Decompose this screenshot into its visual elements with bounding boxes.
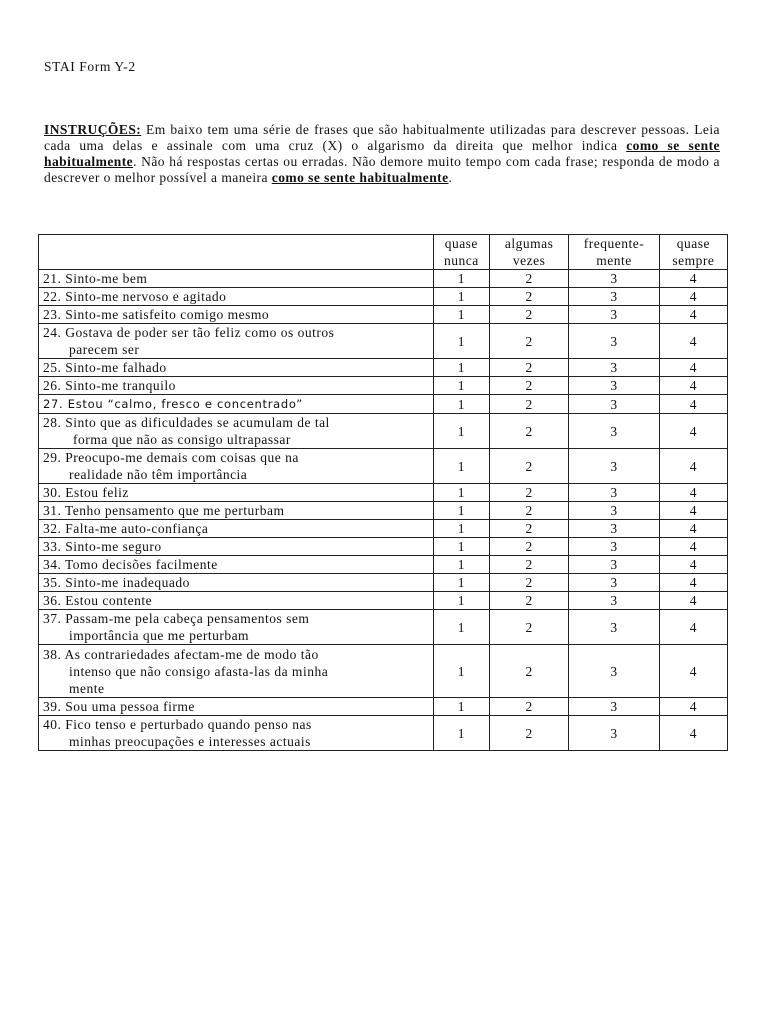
option-quase-sempre[interactable]: 4: [659, 698, 727, 716]
option-frequentemente[interactable]: 3: [569, 502, 659, 520]
option-quase-nunca[interactable]: 1: [433, 484, 489, 502]
option-quase-nunca[interactable]: 1: [433, 449, 489, 484]
item-text-line: 40. Fico tenso e perturbado quando penso nas: [43, 717, 312, 732]
option-algumas-vezes[interactable]: 2: [489, 574, 568, 592]
table-row: [39, 592, 728, 610]
item-text-continuation: importância que me perturbam: [69, 628, 250, 643]
table-row: [39, 449, 728, 484]
instructions-emphasis-2: como se sente habitualmente: [271, 170, 449, 185]
option-quase-nunca[interactable]: 1: [433, 414, 489, 449]
option-algumas-vezes[interactable]: 2: [489, 324, 568, 359]
option-quase-sempre[interactable]: 4: [659, 645, 727, 698]
item-text: [39, 502, 434, 520]
option-quase-sempre[interactable]: 4: [659, 359, 727, 377]
option-quase-nunca[interactable]: 1: [433, 556, 489, 574]
item-text-line: 28. Sinto que as dificuldades se acumulam de tal: [43, 415, 330, 430]
option-frequentemente[interactable]: 3: [569, 538, 659, 556]
table-row: [39, 520, 728, 538]
option-quase-nunca[interactable]: 1: [433, 359, 489, 377]
option-algumas-vezes[interactable]: 2: [489, 698, 568, 716]
option-frequentemente[interactable]: 3: [569, 270, 659, 288]
option-quase-sempre[interactable]: 4: [659, 574, 727, 592]
option-quase-sempre[interactable]: 4: [659, 395, 727, 414]
item-text-line: 33. Sinto-me seguro: [43, 539, 162, 554]
option-quase-nunca[interactable]: 1: [433, 698, 489, 716]
item-text: [39, 538, 434, 556]
option-quase-nunca[interactable]: 1: [433, 592, 489, 610]
option-algumas-vezes[interactable]: 2: [489, 395, 568, 414]
option-frequentemente[interactable]: 3: [569, 484, 659, 502]
item-text-line: 27. Estou “calmo, fresco e concentrado”: [43, 397, 303, 411]
option-quase-nunca[interactable]: 1: [433, 270, 489, 288]
instructions-emphasis-1: como se sente habitualmente: [44, 138, 720, 169]
item-text: [39, 610, 434, 645]
questionnaire-table: [38, 234, 728, 751]
option-quase-sempre[interactable]: 4: [659, 716, 727, 751]
item-text: [39, 484, 434, 502]
header-frequentemente: frequente- mente: [569, 235, 659, 270]
option-quase-sempre[interactable]: 4: [659, 556, 727, 574]
item-text: [39, 324, 434, 359]
table-row: [39, 270, 728, 288]
option-quase-nunca[interactable]: 1: [433, 610, 489, 645]
option-frequentemente[interactable]: 3: [569, 520, 659, 538]
option-quase-sempre[interactable]: 4: [659, 414, 727, 449]
item-text: [39, 377, 434, 395]
option-frequentemente[interactable]: 3: [569, 592, 659, 610]
item-text-line: 38. As contrariedades afectam-me de modo tão: [43, 646, 319, 662]
option-quase-sempre[interactable]: 4: [659, 520, 727, 538]
option-quase-sempre[interactable]: 4: [659, 538, 727, 556]
option-quase-sempre[interactable]: 4: [659, 484, 727, 502]
item-text: [39, 359, 434, 377]
item-text-line: 21. Sinto-me bem: [43, 271, 148, 286]
item-text-continuation: mente: [69, 680, 105, 696]
header-item-blank: [39, 235, 434, 270]
table-row: [39, 306, 728, 324]
table-row: [39, 538, 728, 556]
item-text-line: 25. Sinto-me falhado: [43, 360, 167, 375]
option-algumas-vezes[interactable]: 2: [489, 414, 568, 449]
item-text-line: 35. Sinto-me inadequado: [43, 575, 190, 590]
option-quase-sempre[interactable]: 4: [659, 288, 727, 306]
item-text-line: 39. Sou uma pessoa firme: [43, 699, 195, 714]
item-text: [39, 556, 434, 574]
item-text: [39, 574, 434, 592]
instructions-label: INSTRUÇÕES:: [44, 122, 142, 137]
option-quase-nunca[interactable]: 1: [433, 377, 489, 395]
item-text-line: 31. Tenho pensamento que me perturbam: [43, 503, 285, 518]
table-row: [39, 288, 728, 306]
option-algumas-vezes[interactable]: 2: [489, 538, 568, 556]
option-algumas-vezes[interactable]: 2: [489, 359, 568, 377]
item-text: [39, 449, 434, 484]
item-text: [39, 645, 434, 698]
table-row: [39, 502, 728, 520]
option-algumas-vezes[interactable]: 2: [489, 288, 568, 306]
option-quase-nunca[interactable]: 1: [433, 645, 489, 698]
instructions-paragraph: [44, 122, 720, 186]
item-text-continuation: minhas preocupações e interesses actuais: [69, 734, 311, 749]
option-algumas-vezes[interactable]: 2: [489, 716, 568, 751]
item-text: [39, 270, 434, 288]
item-text: [39, 698, 434, 716]
option-quase-nunca[interactable]: 1: [433, 538, 489, 556]
instructions-text-1: Em baixo tem uma série de frases que são habitualmente utilizadas para descrever pessoas. Leia cada uma delas e assinale com uma cruz (X) o algarismo da direita que melhor indica: [44, 122, 720, 153]
item-text: [39, 395, 434, 414]
item-text: [39, 592, 434, 610]
option-algumas-vezes[interactable]: 2: [489, 520, 568, 538]
option-algumas-vezes[interactable]: 2: [489, 270, 568, 288]
option-frequentemente[interactable]: 3: [569, 359, 659, 377]
item-text-line: 24. Gostava de poder ser tão feliz como os outros: [43, 325, 335, 340]
option-algumas-vezes[interactable]: 2: [489, 502, 568, 520]
option-frequentemente[interactable]: 3: [569, 698, 659, 716]
option-quase-nunca[interactable]: 1: [433, 324, 489, 359]
option-quase-sempre[interactable]: 4: [659, 324, 727, 359]
table-row: [39, 414, 728, 449]
option-frequentemente[interactable]: 3: [569, 574, 659, 592]
table-row: [39, 324, 728, 359]
item-text-line: 37. Passam-me pela cabeça pensamentos sem: [43, 611, 310, 626]
option-quase-sempre[interactable]: 4: [659, 592, 727, 610]
item-text-line: 22. Sinto-me nervoso e agitado: [43, 289, 227, 304]
item-text-continuation: parecem ser: [69, 342, 140, 357]
table-row: [39, 395, 728, 414]
item-text-line: 36. Estou contente: [43, 593, 153, 608]
table-row: [39, 359, 728, 377]
item-text-line: 34. Tomo decisões facilmente: [43, 557, 218, 572]
item-text-continuation: realidade não têm importância: [69, 467, 248, 482]
header-row: [39, 235, 728, 270]
item-text-continuation: forma que não as consigo ultrapassar: [73, 432, 291, 447]
item-text-line: 32. Falta-me auto-confiança: [43, 521, 209, 536]
option-frequentemente[interactable]: 3: [569, 610, 659, 645]
option-quase-sempre[interactable]: 4: [659, 610, 727, 645]
header-quase-sempre: quase sempre: [659, 235, 727, 270]
item-text: [39, 306, 434, 324]
item-text: [39, 414, 434, 449]
option-quase-nunca[interactable]: 1: [433, 502, 489, 520]
table-row: [39, 645, 728, 698]
option-frequentemente[interactable]: 3: [569, 288, 659, 306]
item-text-line: 29. Preocupo-me demais com coisas que na: [43, 450, 299, 465]
table-row: [39, 574, 728, 592]
table-row: [39, 377, 728, 395]
option-quase-nunca[interactable]: 1: [433, 306, 489, 324]
item-text-line: 26. Sinto-me tranquilo: [43, 378, 176, 393]
option-algumas-vezes[interactable]: 2: [489, 484, 568, 502]
option-quase-nunca[interactable]: 1: [433, 574, 489, 592]
table-row: [39, 556, 728, 574]
option-algumas-vezes[interactable]: 2: [489, 556, 568, 574]
option-quase-nunca[interactable]: 1: [433, 716, 489, 751]
table-row: [39, 610, 728, 645]
instructions-text-2: . Não há respostas certas ou erradas. Não demore muito tempo com cada frase; responda de modo a descrever o melhor possível a maneira: [44, 154, 720, 185]
option-algumas-vezes[interactable]: 2: [489, 449, 568, 484]
option-frequentemente[interactable]: 3: [569, 449, 659, 484]
form-title: STAI Form Y-2: [44, 59, 136, 74]
option-quase-nunca[interactable]: 1: [433, 395, 489, 414]
option-frequentemente[interactable]: 3: [569, 306, 659, 324]
option-algumas-vezes[interactable]: 2: [489, 306, 568, 324]
option-frequentemente[interactable]: 3: [569, 414, 659, 449]
table-row: [39, 484, 728, 502]
option-algumas-vezes[interactable]: 2: [489, 592, 568, 610]
table-row: [39, 698, 728, 716]
option-frequentemente[interactable]: 3: [569, 324, 659, 359]
instructions-text-3: .: [448, 170, 453, 185]
item-text-line: 30. Estou feliz: [43, 485, 129, 500]
header-algumas-vezes: algumas vezes: [489, 235, 568, 270]
option-frequentemente[interactable]: 3: [569, 377, 659, 395]
option-quase-sempre[interactable]: 4: [659, 270, 727, 288]
table-row: [39, 716, 728, 751]
option-frequentemente[interactable]: 3: [569, 716, 659, 751]
option-quase-nunca[interactable]: 1: [433, 520, 489, 538]
option-algumas-vezes[interactable]: 2: [489, 610, 568, 645]
option-frequentemente[interactable]: 3: [569, 645, 659, 698]
item-text-continuation: intenso que não consigo afasta-las da minha: [69, 663, 329, 679]
option-quase-nunca[interactable]: 1: [433, 288, 489, 306]
item-text: [39, 716, 434, 751]
option-quase-sempre[interactable]: 4: [659, 449, 727, 484]
option-frequentemente[interactable]: 3: [569, 395, 659, 414]
item-text: [39, 288, 434, 306]
item-text-line: 23. Sinto-me satisfeito comigo mesmo: [43, 307, 270, 322]
header-quase-nunca: quase nunca: [433, 235, 489, 270]
option-quase-sempre[interactable]: 4: [659, 502, 727, 520]
questionnaire-body: [39, 270, 728, 751]
item-text: [39, 520, 434, 538]
option-algumas-vezes[interactable]: 2: [489, 645, 568, 698]
option-quase-sempre[interactable]: 4: [659, 377, 727, 395]
option-algumas-vezes[interactable]: 2: [489, 377, 568, 395]
option-quase-sempre[interactable]: 4: [659, 306, 727, 324]
option-frequentemente[interactable]: 3: [569, 556, 659, 574]
